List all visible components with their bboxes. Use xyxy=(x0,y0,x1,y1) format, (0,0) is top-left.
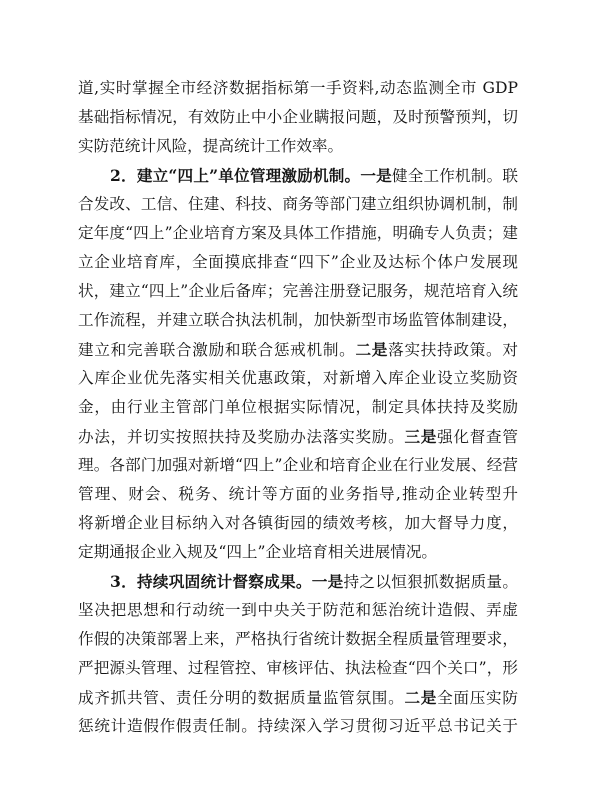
text-run: 严把源头管理、过程管控、审核评估、执法检查“四个关口”，形 xyxy=(78,659,518,677)
text-line xyxy=(78,335,518,364)
text-run: 实防范统计风险，提高统计工作效率。 xyxy=(78,137,344,155)
text-run: 管理、财会、税务、统计等方面的业务指导,推动企业转型升 xyxy=(78,485,518,503)
text-line xyxy=(78,538,518,567)
text-line xyxy=(78,132,518,161)
text-line xyxy=(78,74,518,103)
text-line xyxy=(78,654,518,683)
text-run: 立企业培育库，全面摸底排查“四下”企业及达标个体户发展现 xyxy=(78,253,518,271)
text-line xyxy=(78,103,518,132)
text-line xyxy=(78,625,518,654)
text-run: 将新增企业目标纳入对各镇街园的绩效考核，加大督导力度， xyxy=(78,514,518,532)
text-run: 成齐抓共管、责任分明的数据质量监管氛围。 xyxy=(78,689,405,707)
text-run: 惩统计造假作假责任制。持续深入学习贯彻习近平总书记关于 xyxy=(78,717,518,735)
body-text xyxy=(78,74,518,741)
text-run: 强化督查管 xyxy=(437,428,518,446)
text-run: 全面压实防 xyxy=(437,689,518,707)
text-run: 作假的决策部署上来，严格执行省统计数据全程质量管理要求， xyxy=(78,630,518,648)
text-line xyxy=(78,596,518,625)
text-line xyxy=(78,393,518,422)
text-run: 坚决把思想和行动统一到中央关于防范和惩治统计造假、弄虚 xyxy=(78,601,518,619)
text-run: 状，建立“四上”企业后备库；完善注册登记服务，规范培育入统 xyxy=(78,282,518,300)
text-run: 工作流程，并建立联合执法机制，加快新型市场监管体制建设， xyxy=(78,311,518,329)
text-run: 定期通报企业入规及“四上”企业培育相关进展情况。 xyxy=(78,543,438,561)
text-line xyxy=(78,219,518,248)
text-line xyxy=(78,567,518,596)
text-run: 落实扶持政策。对 xyxy=(388,341,518,359)
text-run: 合发改、工信、住建、科技、商务等部门建立组织协调机制，制 xyxy=(78,195,518,213)
text-line xyxy=(78,683,518,712)
text-line xyxy=(78,277,518,306)
item-marker: 三是 xyxy=(404,427,438,446)
text-line xyxy=(78,480,518,509)
text-run: 建立和完善联合激励和联合惩戒机制。 xyxy=(78,341,356,359)
text-line xyxy=(78,712,518,741)
text-line xyxy=(78,451,518,480)
text-line xyxy=(78,509,518,538)
item-marker: 一是 xyxy=(311,572,344,591)
text-run: 道,实时掌握全市经济数据指标第一手资料,动态监测全市 GDP xyxy=(78,79,518,97)
text-run: 入库企业优先落实相关优惠政策，对新增入库企业设立奖励资 xyxy=(78,369,518,387)
text-run: 办法，并切实按照扶持及奖励办法落实奖励。 xyxy=(78,428,405,446)
text-run: 持之以恒狠抓数据质量。 xyxy=(343,573,518,591)
item-marker: 二是 xyxy=(404,688,438,707)
text-line xyxy=(78,306,518,335)
text-run: 定年度“四上”企业培育方案及具体工作措施，明确专人负责；建 xyxy=(78,224,518,242)
text-run: 金，由行业主管部门单位根据实际情况，制定具体扶持及奖励 xyxy=(78,398,518,416)
text-line xyxy=(78,161,518,190)
text-run: 理。各部门加强对新增“四上”企业和培育企业在行业发展、经营 xyxy=(78,456,518,474)
text-line xyxy=(78,422,518,451)
item-marker: 二是 xyxy=(355,340,389,359)
section-heading: 2．建立“四上”单位管理激励机制。 xyxy=(110,166,361,185)
text-line xyxy=(78,248,518,277)
item-marker: 一是 xyxy=(360,166,392,185)
text-run: 基础指标情况，有效防止中小企业瞒报问题，及时预警预判，切 xyxy=(78,108,518,126)
text-run: 健全工作机制。联 xyxy=(391,167,518,185)
text-line xyxy=(78,364,518,393)
section-heading: 3．持续巩固统计督察成果。 xyxy=(110,572,312,591)
text-line xyxy=(78,190,518,219)
